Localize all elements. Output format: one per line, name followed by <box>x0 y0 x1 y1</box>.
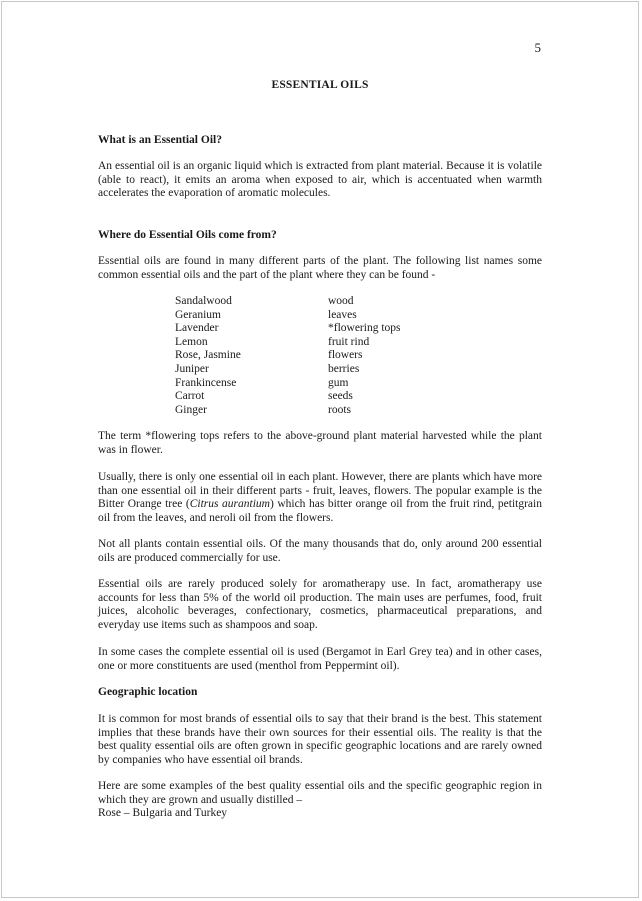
paragraph-flowering-tops-note: The term *flowering tops refers to the above-ground plant material harvested while the plant was in flower. <box>98 430 542 456</box>
oil-name: Ginger <box>175 403 207 416</box>
list-item <box>98 336 542 350</box>
oil-list <box>98 295 542 421</box>
plant-part: leaves <box>328 308 357 321</box>
oil-name: Sandalwood <box>175 295 232 307</box>
paragraph-geographic-location: It is common for most brands of essential oils to say that their brand is the best. This statement implies that these brands have their own sources for their essential oils. The reality is that the best quality essential oils are often grown in specific geographic locations and are rarely owned by companies who have essential oil brands. <box>98 713 542 766</box>
plant-part: gum <box>328 376 349 389</box>
oil-name: Rose, Jasmine <box>175 349 241 362</box>
paragraph-what-is-essential-oil: An essential oil is an organic liquid which is extracted from plant material. Because it is volatile (able to react), it emits an aroma when exposed to air, which is accentuated when warmth accelerates the evaporation of aromatic molecules. <box>98 160 542 200</box>
oil-name: Frankincense <box>175 376 237 389</box>
oil-name: Lavender <box>175 322 219 335</box>
plant-part: berries <box>328 363 360 375</box>
list-item <box>98 295 542 309</box>
heading-geographic-location: Geographic location <box>98 686 198 698</box>
paragraph-some-cases: In some cases the complete essential oil is used (Bergamot in Earl Grey tea) and in other cases, one or more constituents are used (menthol from Peppermint oil). <box>98 646 542 672</box>
page-number: 5 <box>534 40 541 55</box>
oil-name: Juniper <box>175 363 209 375</box>
list-item <box>98 309 542 323</box>
plant-part: flowers <box>328 349 363 362</box>
paragraph-where-from: Essential oils are found in many different parts of the plant. The following list names some common essential oils and the part of the plant where they can be found - <box>98 255 542 281</box>
plant-part: wood <box>328 295 354 307</box>
heading-what-is-essential-oil: What is an Essential Oil? <box>98 134 222 146</box>
oil-name: Carrot <box>175 390 205 403</box>
list-item <box>98 377 542 391</box>
paragraph-examples: Here are some examples of the best quality essential oils and the specific geographic region in which they are grown and usually distilled – <box>98 780 542 806</box>
oil-name: Lemon <box>175 335 208 348</box>
page-title: ESSENTIAL OILS <box>271 79 369 91</box>
latin-name: Citrus aurantium <box>189 498 270 511</box>
plant-part: *flowering tops <box>328 322 401 335</box>
oil-name: Geranium <box>175 308 221 321</box>
list-item <box>98 363 542 377</box>
list-item <box>98 349 542 363</box>
paragraph-text-start: Usually, there is only one essential oil in each plant. However, there are plants which have more than one essential oil in their different parts - fruit, leaves, flowers. The popular example is the Bitter Orange tree ( <box>98 471 542 511</box>
paragraph-rarely-produced: Essential oils are rarely produced solely for aromatherapy use. In fact, aromatherapy use accounts for less than 5% of the world oil production. The main uses are perfumes, food, fruit juices, alcoholic beverages, confectionary, cosmetics, pharmaceutical preparations, and everyday use items such as shampoos and soap. <box>98 578 542 631</box>
heading-where-from: Where do Essential Oils come from? <box>98 229 277 241</box>
paragraph-one-oil-per-plant <box>98 471 542 525</box>
list-item <box>98 390 542 404</box>
plant-part: roots <box>328 403 351 416</box>
list-item <box>98 404 542 418</box>
paragraph-not-all-plants: Not all plants contain essential oils. Of the many thousands that do, only around 200 essential oils are produced commercially for use. <box>98 538 542 564</box>
plant-part: seeds <box>328 390 353 403</box>
list-item <box>98 322 542 336</box>
rose-origin-line: Rose – Bulgaria and Turkey <box>98 807 228 819</box>
paragraph-text-end: ) which has bitter orange oil from the fruit rind, petitgrain oil from the leaves, and neroli oil from the flowers. <box>98 498 542 524</box>
plant-part: fruit rind <box>328 335 370 348</box>
